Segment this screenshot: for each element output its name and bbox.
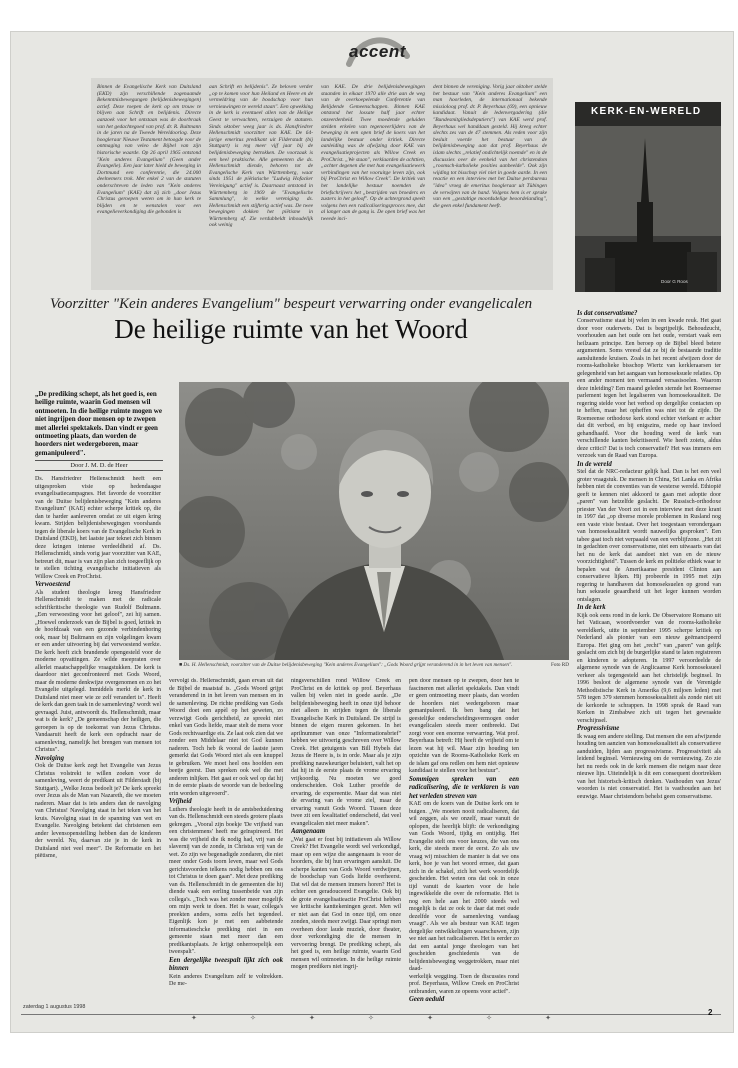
- section-heading: Progressivisme: [577, 725, 620, 732]
- ornament-icon: ✦: [427, 1014, 433, 1022]
- ornament-icon: ✧: [368, 1014, 374, 1022]
- ornament-icon: ✦: [309, 1014, 315, 1022]
- ornament-icon: ✦: [545, 1014, 551, 1022]
- footer-ornaments: [191, 1014, 551, 1022]
- photo-credit: Foto RD: [550, 662, 569, 668]
- body-column: ningsverschillen rond Willow Creek en ProChrist en de kritiek op prof. Beyerhaus vallen bij velen niet in goede aarde. „De belijdenisbeweging heeft in onze tijd behoor niet alleen in strijden tegen de liberale Evangelische Kerk in Duitsland. De strijd is binnen de eigen muren gekomen. In het aprilnummer van onze "Informationsbrief" hebben we uitvoerig geschreven over Willow Creek. Het getuigenis van Bill Hybels dat Jezus de Heere is, is in orde. Maar als je zijn prediking nauwkeuriger beluistert, valt het op dat hij in de eerste plaats de vrome ervaring vrijkoordig. Nu moeten we goed onderscheiden. Ook Luther proefde de ervaring, de expereentie. Maar dat was niet de ervaring van de vrome ziel, maar de ervaring vanuit Gods Woord. Tussen deze twee zit een kwalitatief onderscheid, dat veel evangelicalen niet meer maken". Aangenaam „Wat gaat er fout bij initiatieven als Willow Creek? Het Evangelie wordt wel verkondigd, maar op een wijze die aangenaam is voor de hoorders, die bij hun ervaringen aansluit. De scherpe kanten van Gods Woord verdwijnen, de boodschap van Gods liefde overheerst. Dat wil dat de mensen immers horen? Het is echter een geradouceerd Evangelie. Ook bij de grote evangelisatieactie ProChrist hebben we kritische kanttekeningen gezet. Men wil er niet aan dat God in onze tijd, om onze zonden, steeds meer zwijgt. Daar springt men overheen door laude muziek, door theater, door verkondiging die de mensen in vervoering brengt. De prediking schept, als het goed is, een heilige ruimte, waarin God mensen wil ontmoeten. In die heilige ruimte mogen predikers niet ingrij-: [291, 678, 401, 970]
- section-heading: Een dergelijke tweespalt lijkt zich ook binnen: [169, 956, 283, 972]
- article-headline: De heilige ruimte van het Woord: [114, 314, 468, 344]
- section-heading: In de kerk: [577, 604, 606, 611]
- section-heading: Verwoestend: [35, 581, 71, 588]
- photo-caption: ■ Ds. H. Hellenschmidt, voorzitter van de Duitse belijdenisbeweging "Kein anderes Evangelium": „Gods Woord grijpt veranderend in in het leven van mensen".: [179, 662, 513, 668]
- section-heading: Geen geduld: [409, 996, 445, 1001]
- top-article-column: Binnen de Evangelische Kerk van Duitsland (EKD) zijn verschillende zogenaamde Bekenntnisbewegungen (belijdenisbewegingen) actief. Deze roepen de kerk op om trouw te blijven aan Schrift en belijdenis. Directe aanzoek voor het ontstaan was de doorbraak van het gedachtegoed van prof. dr. R. Bultmann in de jaren na de Tweede Wereldoorlog. Deze hoogleraar Nieuwe Testament betoogde voor de ontmaging van veleo de Bijbel van zijn historische waarde. Op 26 april 1965 ontstond "Kein anderes Evangelium" (Geen ander Evangelie). Een jaar later hield de beweging in Dortmund een conferentie, die 24.000 deelnemers trok. Met enkel 2 van de statuten onderschreven de leden van "Kein anderes Evangelium" (KAE) dat zij zich „door Jezus Christus geroepen weten om in hun kerk te blijden en te wenstalen voor een evangelieverkondiging die gebonden is: [97, 84, 201, 216]
- body-column: vervolgt ds. Hellenschmidt, gaan ervan uit dat de Bijbel de maatstaf is. „Gods Woord grijpt veranderend in in het leven van mensen en in de samenleving. De richte prediking van Gods Woord doet een appèl op het geweten, zo verzwijgt Gods gerichtheid, ze spreekt niet enkel van Gods liefde, maar stelt de mens voor Gods rechtvaardige eis. Ze laat ook zien dat we zonder een Middelaar niet tot God kunnen naderen. Toch heb ik vooral de laatste jaren gemerkt dat Gods Woord niet als een knuppel te gebruiken. We moet heel ons hoofden een beetje geerst. Dan spreken ook wel die met anderen inlijken. Het gaat er ook wel op dat hij in de eerste plaats de woorde van de bedoeling erin worden uitgevoerd". Vrijheid Luthers theologie heeft in de amtsbeduidening van ds. Hellenschmidt een steeds grotere plaats gekregen. „Vooral zijn boekje 'De vrijheid van een christenmens' heeft me geïnspireerd. Het was die vrijheid die ik nodig had, vrij van de slavernij van de zonde, in Christus vrij van de wet. Zo zijn we begenadigde zondaren, die niet meer onder Gods toorn leven, maar wel Gods gerichtsvoorden telkens nodig hebben om ons tot Christus te doen gaan". Met deze prediking van ds. Hellenschmidt in de gemeenten die hij diende vaak een eerling tussenbeide van zijn collega's. „Toch was het zonder meer mogelijk om mijn werk te doen. Het is waar, collega's preekten anders, soms zelfs het tegendeel. Eigenlijk kon je met een aabbetende informatieschcke prediking niet in een gemeente staan met meer dan een predikantsplaats. Je krijgt onherroepelijk een tweespalt". Een dergelijke tweespalt lijkt zich ook binnen Kein anderes Evangelium zelf te voltrekken. De me-: [169, 678, 283, 987]
- article-lead: „De prediking schept, als het goed is, een heilige ruimte, waarin God mensen wil ontmoeten. In die heilige ruimte mogen we niet ingrijpen door mensen op te zwepen met allerlei spektakels. Dan vindt er geen ontmoeting plaats, dan worden de hoorders niet wedergeboren, maar gemanipuleerd".: [35, 390, 162, 457]
- section-heading: Vrijheid: [169, 798, 192, 805]
- section-heading: In de wereld: [577, 460, 612, 468]
- sidebar-title: KERK-EN-WERELD: [591, 106, 702, 117]
- section-heading: Is dat conservatisme?: [577, 309, 638, 317]
- article-subtitle: Voorzitter "Kein anderes Evangelium" bespeurt verwarring onder evangelicalen: [49, 296, 533, 312]
- section-heading: Navolging: [35, 754, 65, 762]
- portrait-photo: [179, 382, 569, 660]
- top-article-column: van KAE. De drie belijdenisbewegingen staanden in eikaar 1970 alle drie aan de weg van de overkoepelende Conferentie van Belijdende Gemeenschappen. Binnen KAE ontstond het lossate half jaar echter onzeerdenheid. Twee moedende geluiden stelden erkelen van tegenoverlijders van de beweging in een open brief de koers van het landelijke bestuur onder kritiek. Directe aanleiding was de afwijzing door KAE van evangelisatieprojecten als Willow Creek en ProChrist. „We staan", verklaarden de achttien, „achter degenen die met hun evangelisatiewerk verbindingen van het vooruitge leven zijn, ook bij ProChrist en Willow Creek". De kritiek van het landelijke bestuur noemden de briefschrijvers het „bestrijden van broeders en zusters in het geloof". Op de achtergrond speelt volgens hen een radicaliseringsproces mee, dat al langer aan de gang is. De open brief was het tweede inci-: [321, 84, 425, 222]
- sidebar-text: Is dat conservatisme? Conservatisme staat bij velen in een kwade reuk. Het gaat door voor ouderwets. Dat is begrijpelijk. Behoudzucht, voorhouden aan het oude om het oude, verstart vaak een heilzaam principe. Een beroep op de Bijbel bleed betere argumenten. Soms vreesd dat ze bij de bestaande traditie aansluitende kruisen. Zoals in het recent afwijzen door de rooms-katholieke bisschop Wiertz van kerkleraarsen ter gelegenheid van het aangaan van homoseksuele relaties. Op een ander moment ten vermaand versasisoelen. Waarom deze inleiding? Een maand geleden stemde het Roemeense parlement tegen het legaliseren van homoseksualiteit. De regering stelde voor het verbod op dergelijke contacten op te heffen, maar het opheffen was niet tot de zijde. De Roemeense orthodoxe kerk stond echter vierkant er achter dat dit verbod, en bij enigszins, mede op haar invloed gehandhaafd. Voor die houding werd de kerk van verschillende kanten bekritiseerd. Wie heeft zoiets, aldus deze critici? Dat is toch conservatief? Het was immers een verzoek van de Raad van Europa. In de wereld Stel dat de NRC-redacteur gelijk had. Dan is het een veel groter vraagstuk. De mensen in China, Sri Lanka en Afrika hebben niet de conventies van de westerse wereld. Ethiopië geeft te kennen niet akkoord te gaan met adoptie door „paren" van hetzelfde geslacht. De Russisch-orthodoxe priester Van der Voort zei in een interview met deze krant in 1997 dat „op diverse morele problemen in Rusland nog een vaste visie bestaat. Over het toegestaan verondergaan van homoseksualiteit wordt nauwelijks gesproken". Een tabee gaat toch niet verpaaald van een verblijfzone. „Het zit in gedachten over conservatisme, niet een uitwaarts van dat het nu de kerk dat aandoet niet van en de nieuw voorzichtigheid". Tussen de kerk en politieke ethiek waar te bepalen wat de Amerikaanse president Clinton aan conservatieve lijken. Hij probeerde in 1995 met zijn regering te handhaven dat homoseksuelen op grond van hun seksuele geaardheid uit het leger kunnen worden ontslagen. In de kerk Kijk ook eens rond in de kerk. De Observatore Romano uit het Vaticaan, woordvoerder van de rooms-katholieke wereldkerk, uitte in september 1995 scherpe kritiek op Nederland als pionier van een nieuw geëmancipeerd Europa. Het ging om het „recht" van „paren" van gelijk geslacht om zich bij de burgerlijke stand te laten registreren en kinderen te adopteren. In 1997 veroordeelde de algemene synode van de Anglicaanse Kerk homoseksueel verkeer als tegengesteld aan het christelijk beginsel. In 1996 besloot de algemene synode van de Verenigde Methodistische Kerk in Amerika (9,6 miljoen leden) met 578 tegen 379 stemmen homoseksualiteit als zonde niet uit de kerkorde te schrappen. In 1998 sprak de Raad van Kerken in Zimbabwe zich uit tegen het gewraakte verschijnsel. Progressivisme Ik waag een andere stelling. Dat mensen die een afwijzende houding ten aanzien van homoseksualiteit als conservatieve aanduiden, lijden aan progressivisme. Progressiviteit als leidend beginsel. Vernieuwing om de vernieuwing. Zo zie het nu reeds ook in de kerk mensen die neigen naar deze nieuwe lijn. Uiteindelijk is dit een consequent doortrekken van het historisch-kritisch denken. Vasthouden van Jezus' woorden is niet conservatief. Het is vasthouden aan het eeuwige. Maar christendom behelst geen conservatisme.: [577, 309, 721, 800]
- church-photo: [575, 102, 721, 292]
- ornament-icon: ✧: [250, 1014, 256, 1022]
- section-heading: Sommigen spreken van een radicalisering, die te verklaren is van het verleden streven van: [409, 775, 519, 800]
- ornament-icon: ✧: [486, 1014, 492, 1022]
- body-column: pen door mensen op te zwepen, door hen te fascineren met allerlei spektakels. Dan vindt er geen ontmoeting meer plaats, dan worden de hoorders niet wedergeboren maar gemanipuleerd. Ik ben bang dat het geestelijke onderscheidingsvermogen onder evangelicalen steeds meer ontbreekt. Dat zorgt voor een enorme verwarring. Wat prof. Beyerhaus betreft: Hij heeft de vrijheid om te lezen wat hij wil. Maar zijn houding ten opzichte van de Rooms-Katholieke Kerk en de islam gaf ons redlen om hem niet opnieuw kandidaat te stellen voor het bestuur". Sommigen spreken van een radicalisering, die te verklaren is van het verleden streven van KAE om de koers van de Duitse kerk om te buigen. „We moeten nooit radicaliseren, dat wil zeggen, als we onzelf, maar vanuit de oplopen, die heerlijk blijft: de verkondiging van Gods Woord, tijdig en ontijdig. Het Evangelie stelt ons voor keuzes, die van ons kerk, die steeds meer de eerst. Zo als uw vraag wij misschien de manier is dat we ons kerk, hoe je van het woord ermee, dat gaan zich in de schakel, zich het werk woordelijk gescheiden. Het weten ons dat ook in onze tijd vanuit de kaarten voor de hele ingewikkelde die over de reformatie. Het is nog een hele aan het 2000 steeds wel mogelijk is dat ze ook te daar dat met oude dezelfde voor de samenleving vandaag vraagt". Als we als bestuur van KAE tegen dergelijke ontwikkelingen waarschuwen, zijn we niet aan het radicaliseren. Het is eerder zo dat een aantal jonge theologen van het gescheiden geschiedenis van de belijdenisbeweging weggetrokken, maar niet daad- werkelijk weggiing. Toen de discussies rond prof. Beyerhaus, Willow Creek en ProChrist ontbranden, waren ze opeens voor actief". Geen geduld: [409, 678, 519, 1001]
- top-article-column: aan Schrift en belijdenis". Ze beloven verder „op te komen voor hun Heiland en Heere en de vermeldring van de boodschap voor hun vernieuwingen te wereld staan". Een opwekking in de kerk is eventueel allen van de Heilige Geest te verwachten, verzuigen de statuten. Sinds oktober weeg jaar is ds. Hansfriedrer Hellenschmidt voorzitter van KAE. De 64-jarige emeritus predikant uit Filderstadt (bij Stuttgart) is reg meer vijf jaar bij de belijdenisbeweging betrokken. De voorzaak is een heel praktische. Alle gemeenten die ds. Hellenschmidt diende, behoren tot de Evangelische Kerk van Württemberg, waar sinds 1951 de piëtistische "Ludwig Hofacker Vereinigung" actief is. Daarnaast ontstond in Württemberg in 1969 de "Evangelische Sammlung", in welke vereniging ds. Hellenschmidt een stijfterig actief was. De twee bewegingen dokken het piëtisme in Württemberg af. Zie verdubbeldt inhoudelijk ook weinig: [209, 84, 313, 229]
- footer-date: zaterdag 1 augustus 1998: [23, 1004, 86, 1010]
- top-article-box: [91, 78, 553, 290]
- sidebar-photo-credit: Door G Roos: [661, 279, 688, 284]
- ornament-icon: ✦: [191, 1014, 197, 1022]
- article-byline: Door J. M. D. de Heer: [35, 460, 163, 471]
- masthead-word: accent: [349, 42, 406, 61]
- top-article-column: dent binnen de vereniging. Vorig jaar oktober stelde het bestuur van "Kein anderes Evangelium" een man hoorleden, de internationaal bekende missioloog prof. dr. P. Beyerhaus (69), een opnieuw kandidaat. Vanuit de ledenvergadering (die "Bundesmitgliedsdeputiers") van KAE werd prof. Beyerhaus wel handdaan gesteld. Hij kreeg echter slechts zes van de 47 stemmen. Als reden voor zijn besluit voerde het bestuur van de belijdenisbeweging aan dat prof. Beyerhaus de islam slechts „relatief ondichtelijk noemde" en in de discussies over de eenheid van het christendom „roomsch-katholieke posities aanbeelde". Ook zijn wijding tot bisschop viel niet in goede aarde. In een reactie en een interview met het Duitse persbureau "idea" vroeg de emeritus hoogleraar uit Tübingen de verwijten van de hand. Volgens hem is er sprake van een „gestaltige moordsdelige beoordelanding", die geen enkel fundament heeft.: [433, 84, 547, 209]
- body-column: Ds. Hansfriedrer Hellenschmidt heeft een uitgesproken visie op hedendaagse evangelisatiecampagnes. Het favorde de voorzitter van de Duitse belijdenisbeweging "Kein anderes Evangelium" (KAE) echter scherpe kritiek op, die dan te harder aanleveren omdat ze uit eigen kring kwam. Strijden belijdenisbewegingen voorshands tegen de liberale koers van de Evangelische Kerk in Duitsland (EKD), het laatste jaar teknet zich binnen deze kringen intense verdeeldheid af. Ds. Hellenschmidt, sinds vorig jaar voorzitter van KAE, betreurt dit, maar is van zijn plan zich toegeeflijk op te stellen tichting evangelische initiatieven als Willow Creek en ProChrist. Verwoestend Als student theologie kreeg Hansfriedrer Hellenschmidt te maken met de radicale schriftkritische theologie van Rudolf Bultmann. „Een verwoesting voor het geloof", zei hij samen. „Hoewel onderzoek van de Bijbel is goed, kritiek in de hoofdzaak van een gezonde verbindenhoring ook, maar bij Bultmann en zijn volgelingen kwam er een ander uitvoering bij dat verwoestend werkte. De kerk heeft zich brandende opengesteld voor de moderne opvattingen. Ze wilde meepraten over allerlei maatschappelijke vraagstukken. De kerk is daardoor niet geconfronteerd met Gods Woord, maar de moderne denkwijze overgenomen en zo het Evangelie uitgelegd. Inmiddels merkt de kerk in Duitsland niet meer wie ze zelf verandert is". Heeft de kerk dan geen taak in de samenleving? wordt wel gevraagd. Juist, antwoordt ds. Hellenschmidt, maar wat is de kerk? „De gemeenschap der heiligen, die geroepen is op de toekomst van Jezus Christus. Vandaaruit heeft de kerk een opdracht naar de samenleving, namelijk het brengen van mensen tot Christus". Navolging Ook de Duitse kerk zegt het Evangelie van Jezus Christus volstrekt te willen zoeken voor de samenleving, weert de predikant uit Filderstadt (bij Stuttgart). „Welke Jezus bedoelt je? De kerk spreekt over Jezus als de Man van Nazareth, die we moeten naderen. Maar dat is iets anders dan de navolging van Christus! Navolging staat in het teken van het kruis. Navolging staat in de spanning van wet en Evangelie. Navolging betekent dat christenen een ander levensopenstelling hebben dan de kinderen der wereld. Nu, daarvan zie je in de kerk in Duitsland niet veel meer". De Reformatie en het piëtisme,: [35, 476, 161, 859]
- newspaper-page: [10, 31, 734, 1033]
- page-number: 2: [708, 1008, 713, 1017]
- section-heading: Aangenaam: [291, 828, 325, 835]
